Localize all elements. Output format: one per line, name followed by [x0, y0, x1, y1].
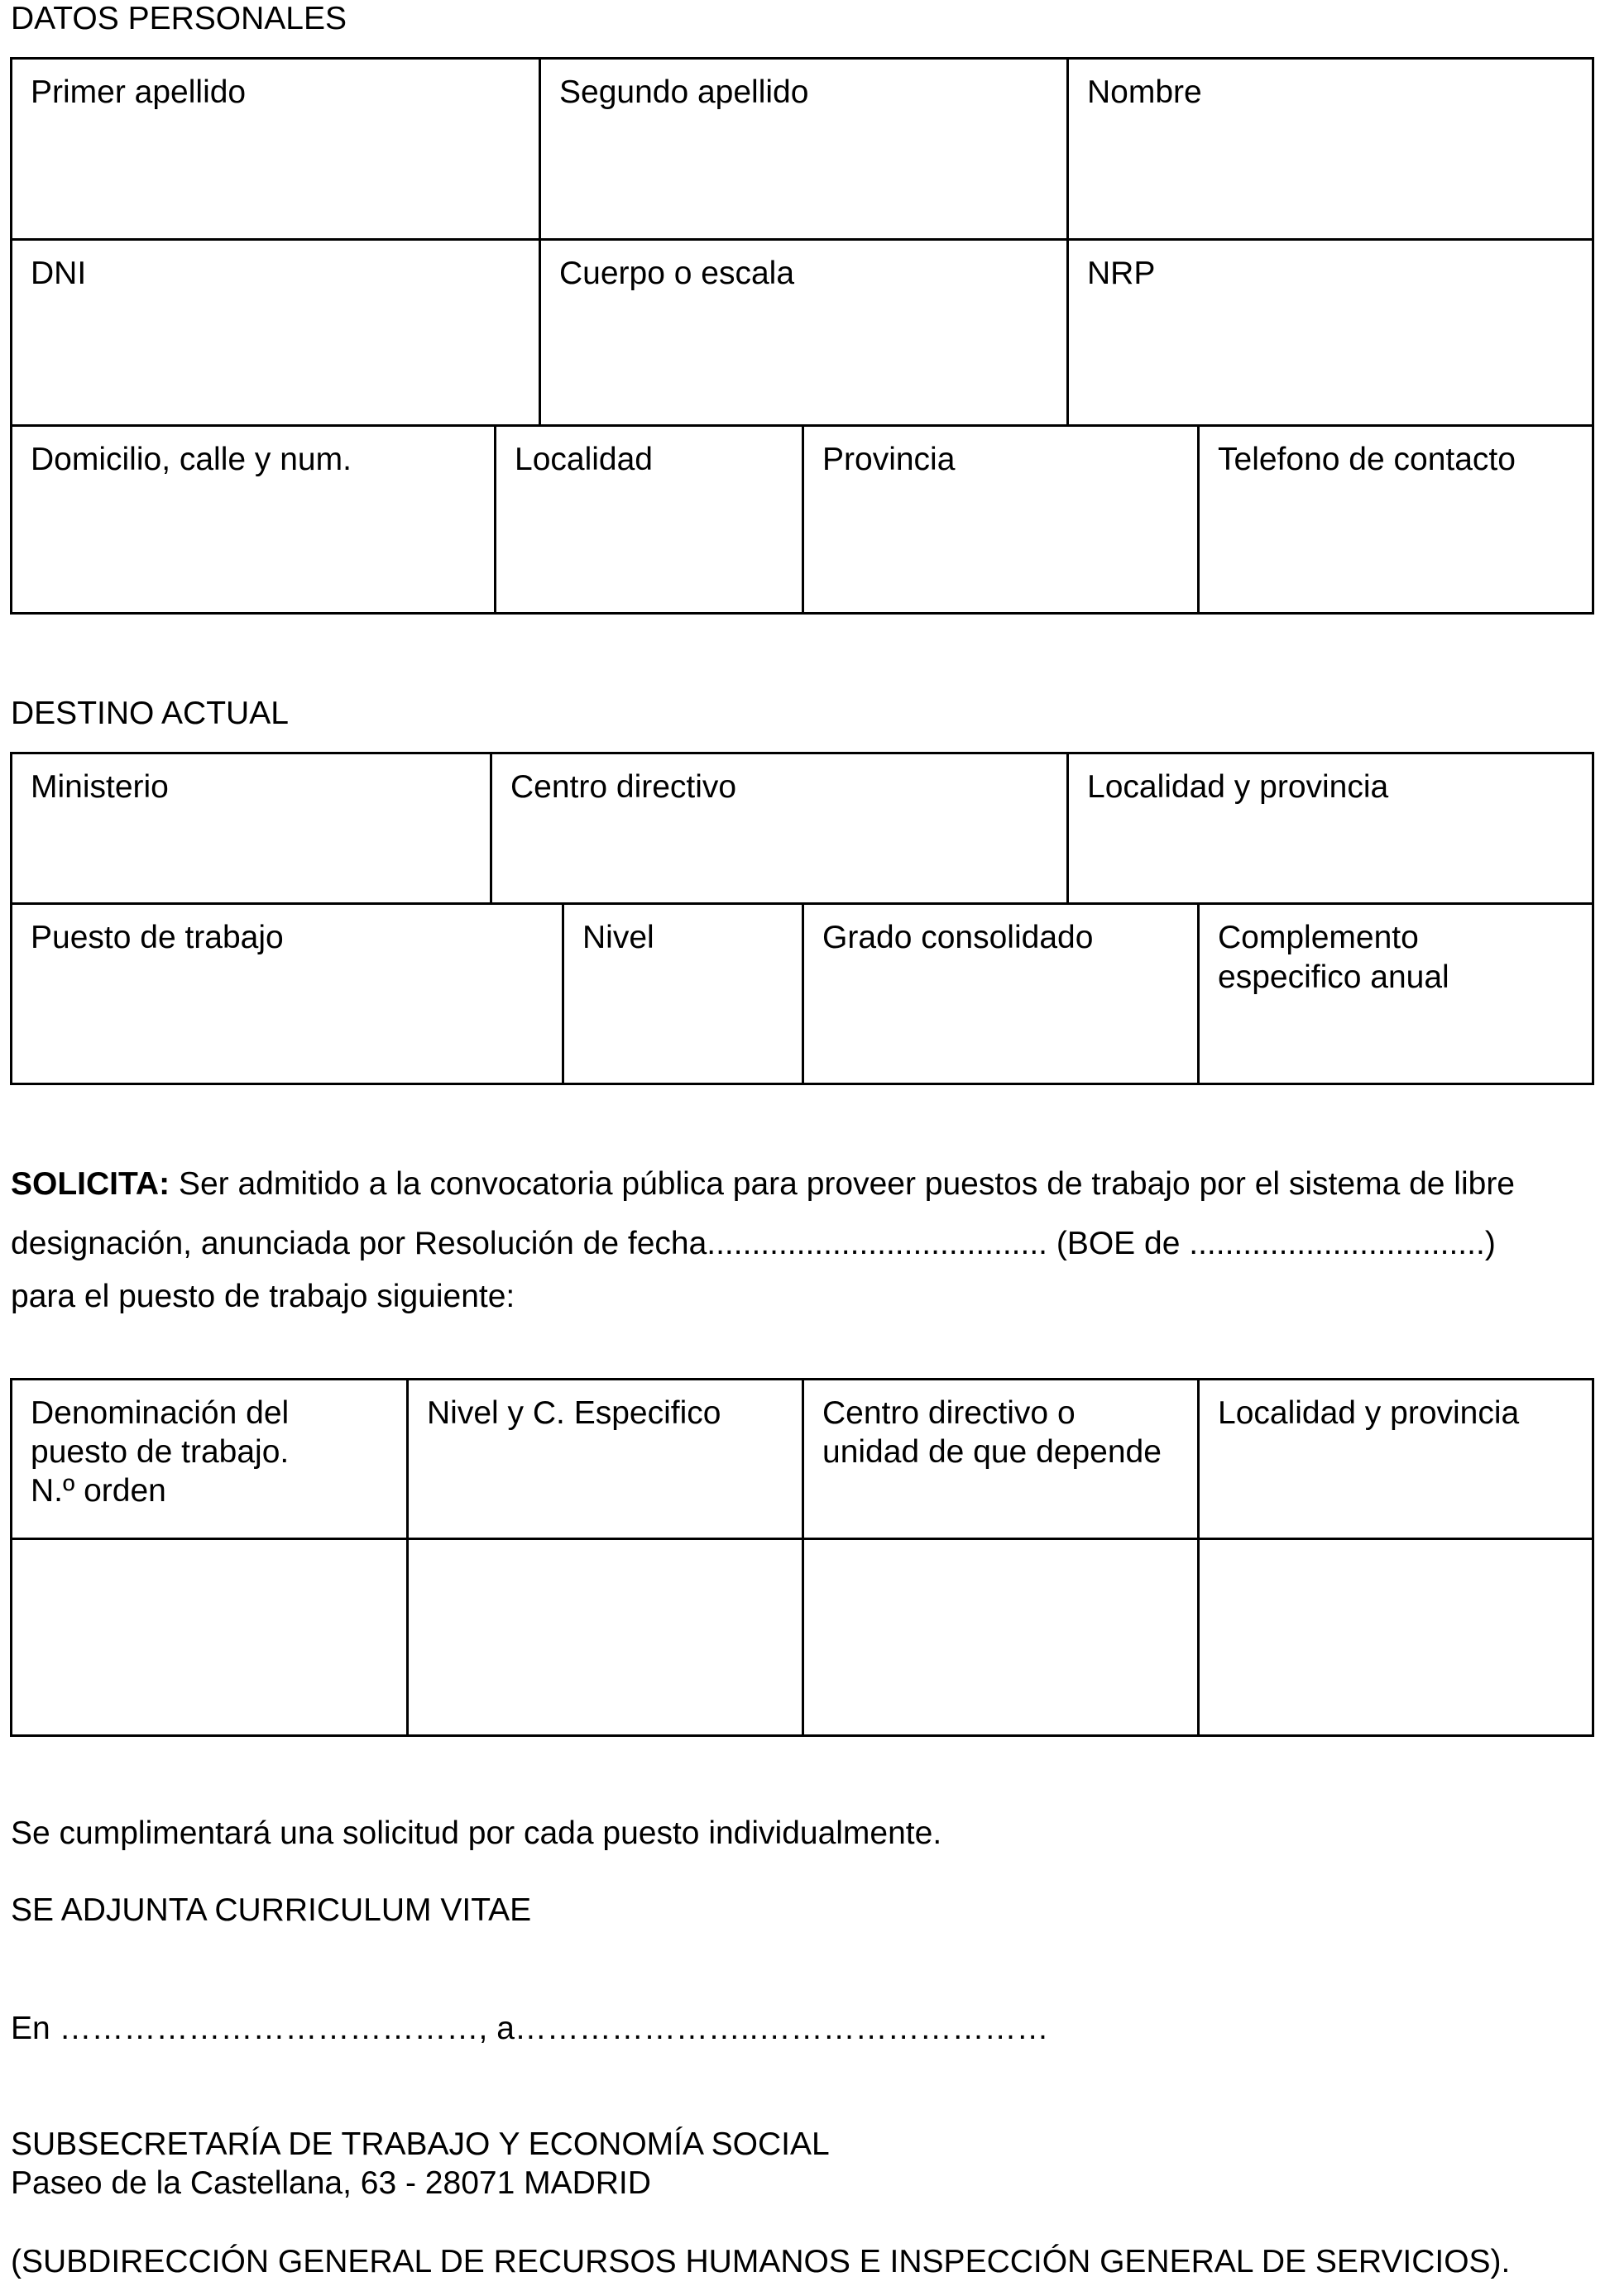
- note-individual: Se cumplimentará una solicitud por cada puesto individualmente.: [11, 1815, 942, 1851]
- address-line-3: (SUBDIRECCIÓN GENERAL DE RECURSOS HUMANOS E INSPECCIÓN GENERAL DE SERVICIOS).: [11, 2244, 1511, 2279]
- ministerio-field[interactable]: [12, 754, 492, 905]
- solicita-text: Ser admitido a la convocatoria pública para proveer puestos de trabajo por el sistema de libre: [170, 1166, 1516, 1202]
- centro-directivo-input[interactable]: [804, 1540, 1200, 1737]
- centro-directivo-field[interactable]: [492, 754, 1069, 905]
- nrp-field[interactable]: [1069, 241, 1592, 427]
- nivel-especifico-input[interactable]: [409, 1540, 804, 1737]
- field-label: Grado consolidado: [822, 920, 1094, 955]
- header-label: Localidad y provincia: [1218, 1395, 1520, 1431]
- field-label: DNI: [31, 256, 87, 291]
- field-label: Complemento especifico anual: [1218, 920, 1449, 995]
- provincia-field[interactable]: [804, 427, 1200, 615]
- destino-actual-table: [10, 752, 1594, 1085]
- field-label: Nivel: [582, 920, 654, 955]
- nombre-field[interactable]: [1069, 60, 1592, 241]
- solicita-label: SOLICITA:: [11, 1166, 170, 1202]
- field-label: Puesto de trabajo: [31, 920, 284, 955]
- localidad-provincia-field[interactable]: [1069, 754, 1592, 905]
- solicita-line-1: [11, 1155, 1599, 1214]
- field-label: Telefono de contacto: [1218, 442, 1516, 477]
- section-heading-datos-personales: DATOS PERSONALES: [11, 1, 347, 36]
- field-label: NRP: [1087, 256, 1156, 291]
- note-curriculum: SE ADJUNTA CURRICULUM VITAE: [11, 1892, 532, 1928]
- denominacion-input[interactable]: [12, 1540, 409, 1737]
- header-centro-directivo: [804, 1380, 1200, 1540]
- header-label: Denominación del puesto de trabajo. N.º orden: [31, 1395, 290, 1509]
- header-localidad-provincia: [1200, 1380, 1592, 1540]
- solicita-paragraph: [11, 1155, 1599, 1320]
- header-denominacion: [12, 1380, 409, 1540]
- field-label: Localidad: [515, 442, 653, 477]
- nivel-field[interactable]: [564, 905, 804, 1085]
- datos-row-1: [12, 60, 1592, 241]
- puesto-trabajo-field[interactable]: [12, 905, 564, 1085]
- domicilio-field[interactable]: [12, 427, 496, 615]
- field-label: Nombre: [1087, 74, 1202, 110]
- segundo-apellido-field[interactable]: [541, 60, 1069, 241]
- address-line-2: Paseo de la Castellana, 63 - 28071 MADRID: [11, 2165, 651, 2201]
- puesto-input-row: [12, 1540, 1592, 1737]
- datos-row-3: [12, 427, 1592, 615]
- telefono-field[interactable]: [1200, 427, 1592, 615]
- puesto-solicitado-table: [10, 1378, 1594, 1737]
- field-label: Centro directivo: [510, 769, 737, 805]
- puesto-header-row: [12, 1380, 1592, 1540]
- primer-apellido-field[interactable]: [12, 60, 541, 241]
- datos-row-2: [12, 241, 1592, 427]
- solicita-line-3: para el puesto de trabajo siguiente:: [11, 1279, 515, 1314]
- cuerpo-escala-field[interactable]: [541, 241, 1069, 427]
- field-label: Primer apellido: [31, 74, 247, 110]
- place-date-line[interactable]: En …………………………………, a…………………..………………………: [11, 2011, 1049, 2046]
- field-label: Cuerpo o escala: [559, 256, 795, 291]
- header-label: Centro directivo o unidad de que depende: [822, 1395, 1162, 1470]
- header-nivel-especifico: [409, 1380, 804, 1540]
- field-label: Ministerio: [31, 769, 169, 805]
- complemento-especifico-field[interactable]: [1200, 905, 1592, 1085]
- grado-consolidado-field[interactable]: [804, 905, 1200, 1085]
- field-label: Localidad y provincia: [1087, 769, 1389, 805]
- section-heading-destino-actual: DESTINO ACTUAL: [11, 696, 289, 731]
- dni-field[interactable]: [12, 241, 541, 427]
- datos-personales-table: [10, 57, 1594, 615]
- localidad-field[interactable]: [496, 427, 804, 615]
- field-label: Domicilio, calle y num.: [31, 442, 352, 477]
- header-label: Nivel y C. Especifico: [427, 1395, 721, 1431]
- field-label: Provincia: [822, 442, 956, 477]
- field-label: Segundo apellido: [559, 74, 809, 110]
- destino-row-1: [12, 754, 1592, 905]
- address-line-1: SUBSECRETARÍA DE TRABAJO Y ECONOMÍA SOCIAL: [11, 2126, 830, 2162]
- localidad-provincia-input[interactable]: [1200, 1540, 1592, 1737]
- destino-row-2: [12, 905, 1592, 1085]
- solicita-line-2: designación, anunciada por Resolución de fecha...................................... (BOE de .................................): [11, 1226, 1496, 1261]
